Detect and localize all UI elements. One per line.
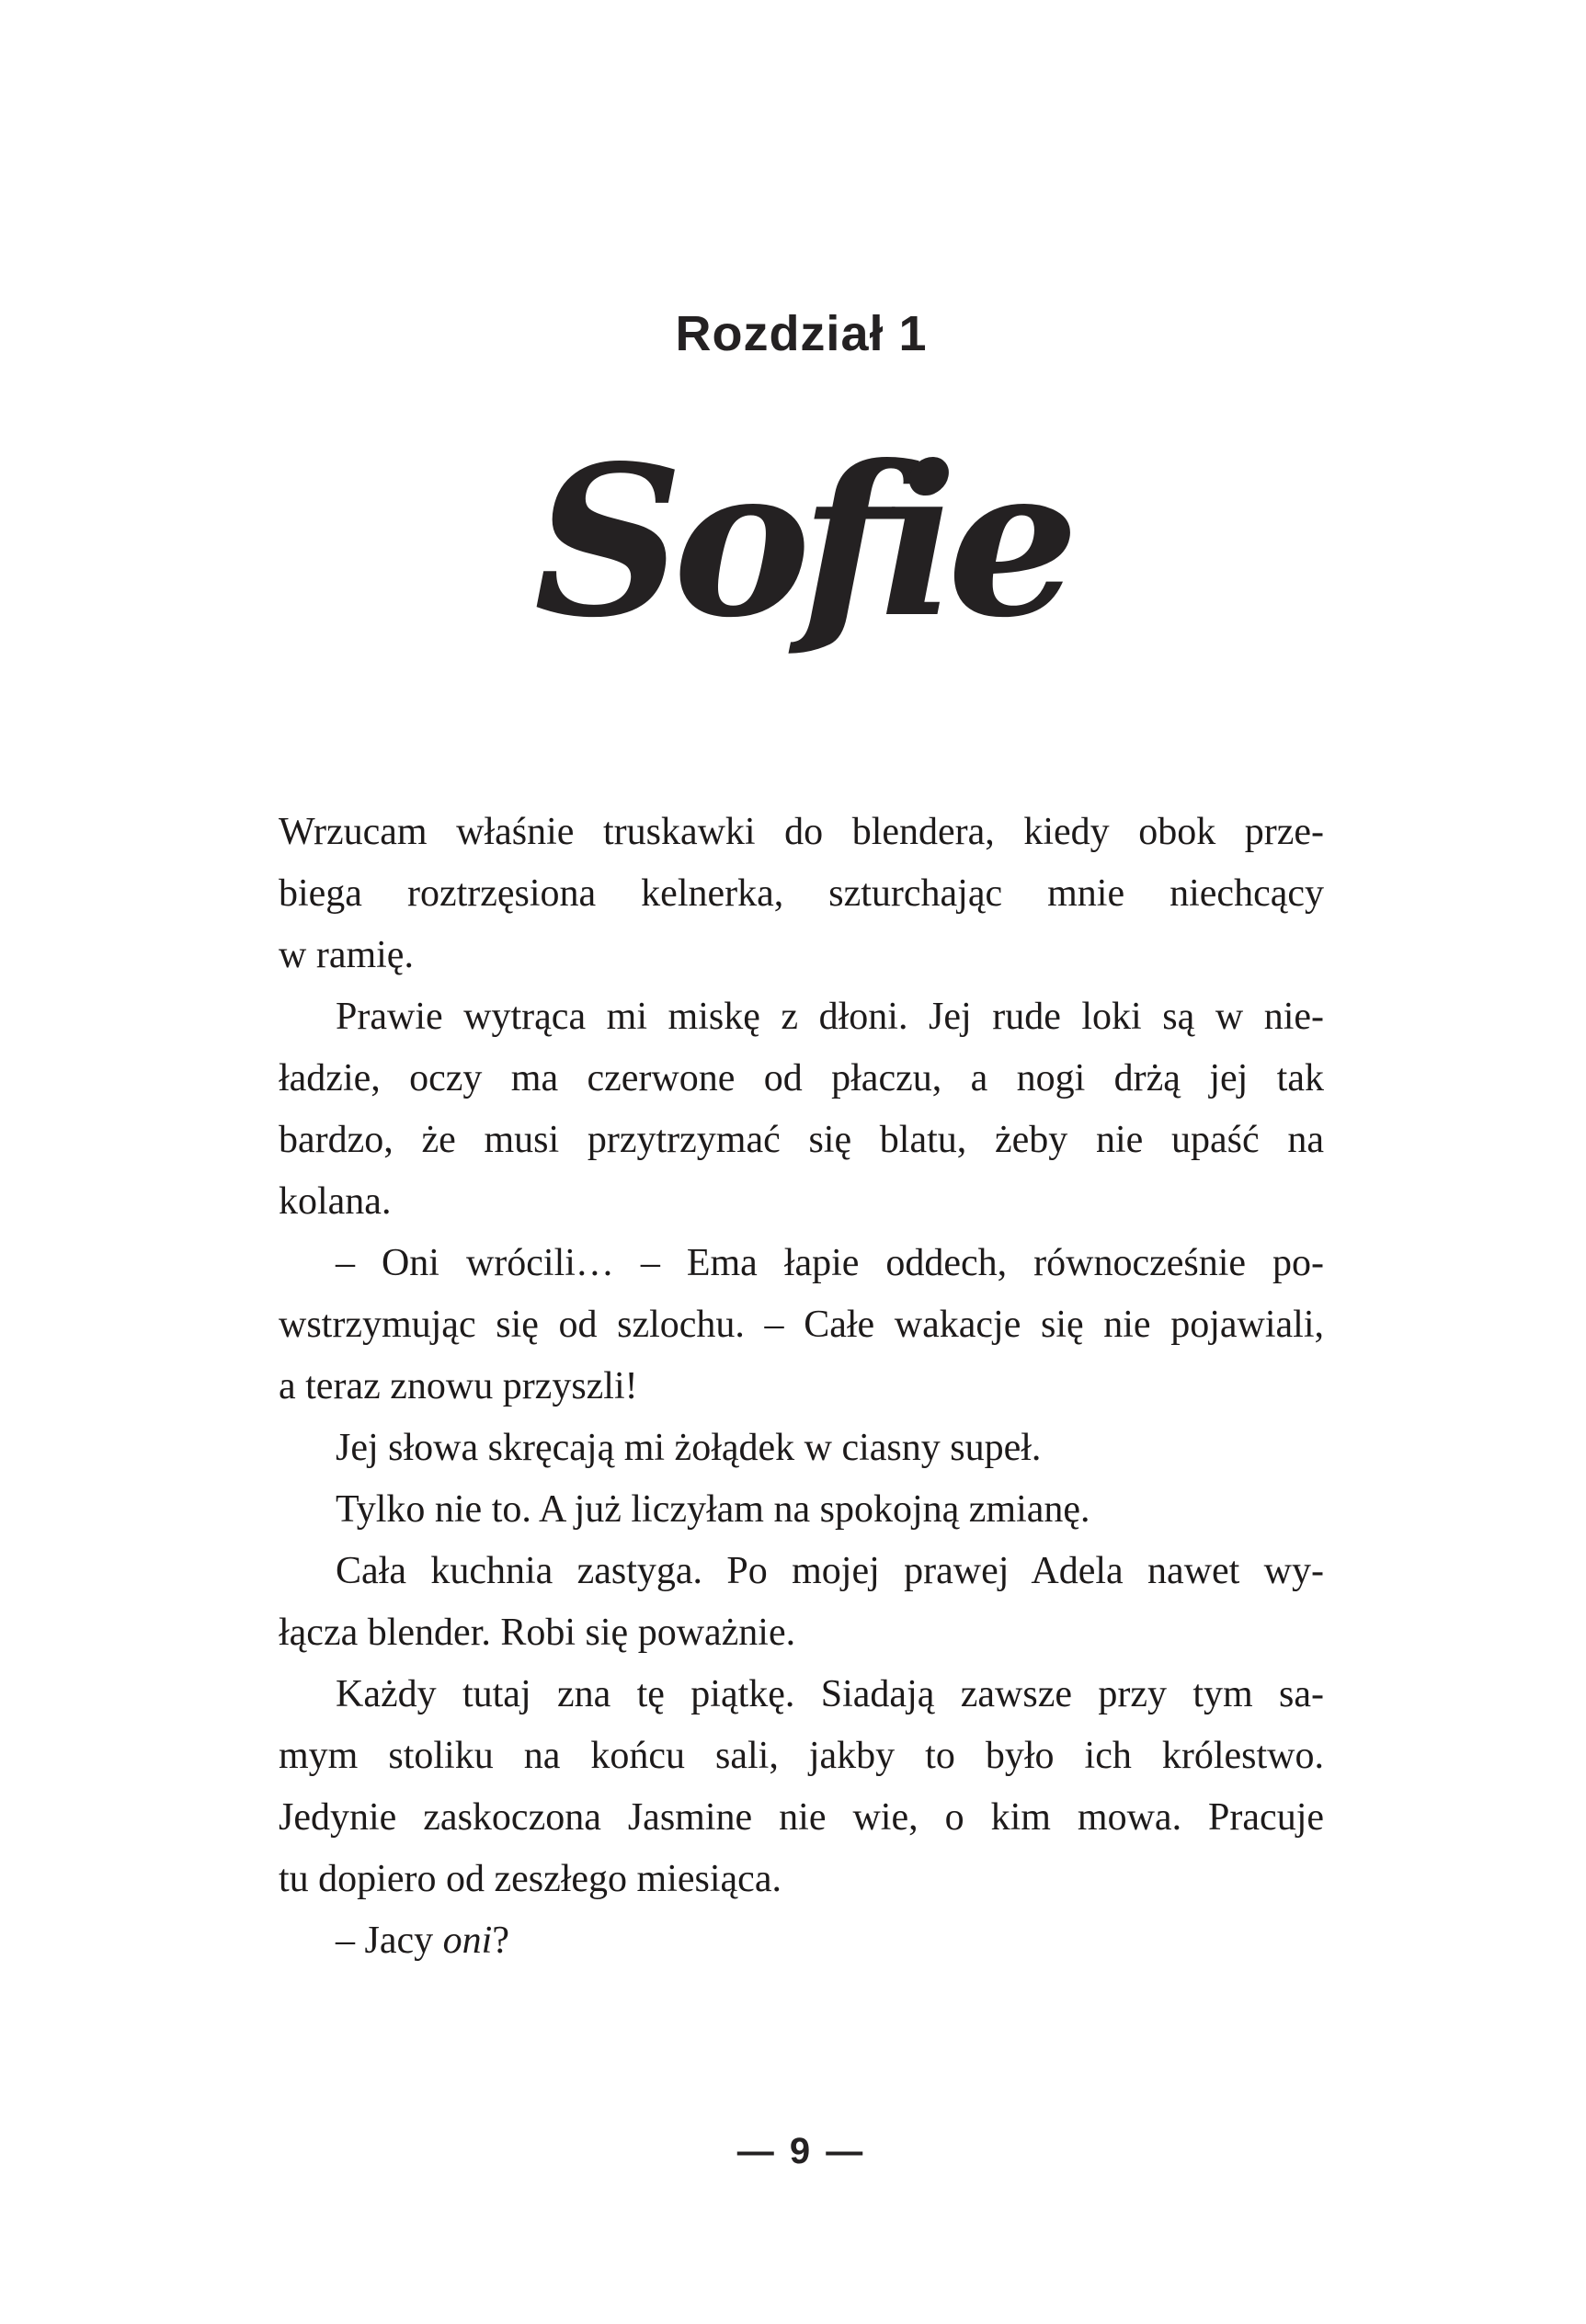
text-line: Jej słowa skręcają mi żołądek w ciasny supeł.: [336, 1427, 1042, 1469]
text-line: łącza blender. Robi się poważnie.: [279, 1612, 796, 1654]
chapter-title: Sofie: [533, 421, 1069, 664]
text-line: tu dopiero od zeszłego miesiąca.: [279, 1858, 782, 1900]
text-line: Prawie wytrąca mi miskę z dłoni. Jej rude loki są w nie-: [336, 996, 1324, 1038]
text-line: w ramię.: [279, 934, 414, 976]
text-line: ładzie, oczy ma czerwone od płaczu, a nogi drżą jej tak: [279, 1057, 1324, 1099]
text-segment: – Jacy: [336, 1920, 443, 1962]
text-line: Cała kuchnia zastyga. Po mojej prawej Adela nawet wy-: [336, 1550, 1324, 1592]
text-line: mym stoliku na końcu sali, jakby to było ich królestwo.: [279, 1735, 1324, 1777]
text-line: biega roztrzęsiona kelnerka, szturchając mnie niechcący: [279, 872, 1324, 915]
chapter-number-heading: Rozdział 1: [675, 306, 928, 361]
text-segment: ?: [492, 1920, 509, 1962]
text-line: Wrzucam właśnie truskawki do blendera, kiedy obok prze-: [279, 811, 1324, 853]
text-column: [279, 0, 1324, 2324]
text-line: bardzo, że musi przytrzymać się blatu, żeby nie upaść na: [279, 1119, 1324, 1161]
text-line: kolana.: [279, 1180, 392, 1223]
body-text: [279, 802, 1324, 1972]
text-line: Każdy tutaj zna tę piątkę. Siadają zawsze przy tym sa-: [336, 1673, 1324, 1715]
text-line: [279, 1910, 1324, 1972]
text-line: – Oni wrócili… – Ema łapie oddech, równocześnie po-: [336, 1242, 1324, 1284]
text-line: Jedynie zaskoczona Jasmine nie wie, o kim mowa. Pracuje: [279, 1796, 1324, 1839]
text-line: Tylko nie to. A już liczyłam na spokojną zmianę.: [336, 1488, 1090, 1531]
text-line: wstrzymując się od szlochu. – Całe wakacje się nie pojawiali,: [279, 1304, 1324, 1346]
italic-word: oni: [442, 1920, 493, 1962]
text-line: a teraz znowu przyszli!: [279, 1365, 638, 1407]
page-number-footer: — 9 —: [736, 2131, 866, 2171]
